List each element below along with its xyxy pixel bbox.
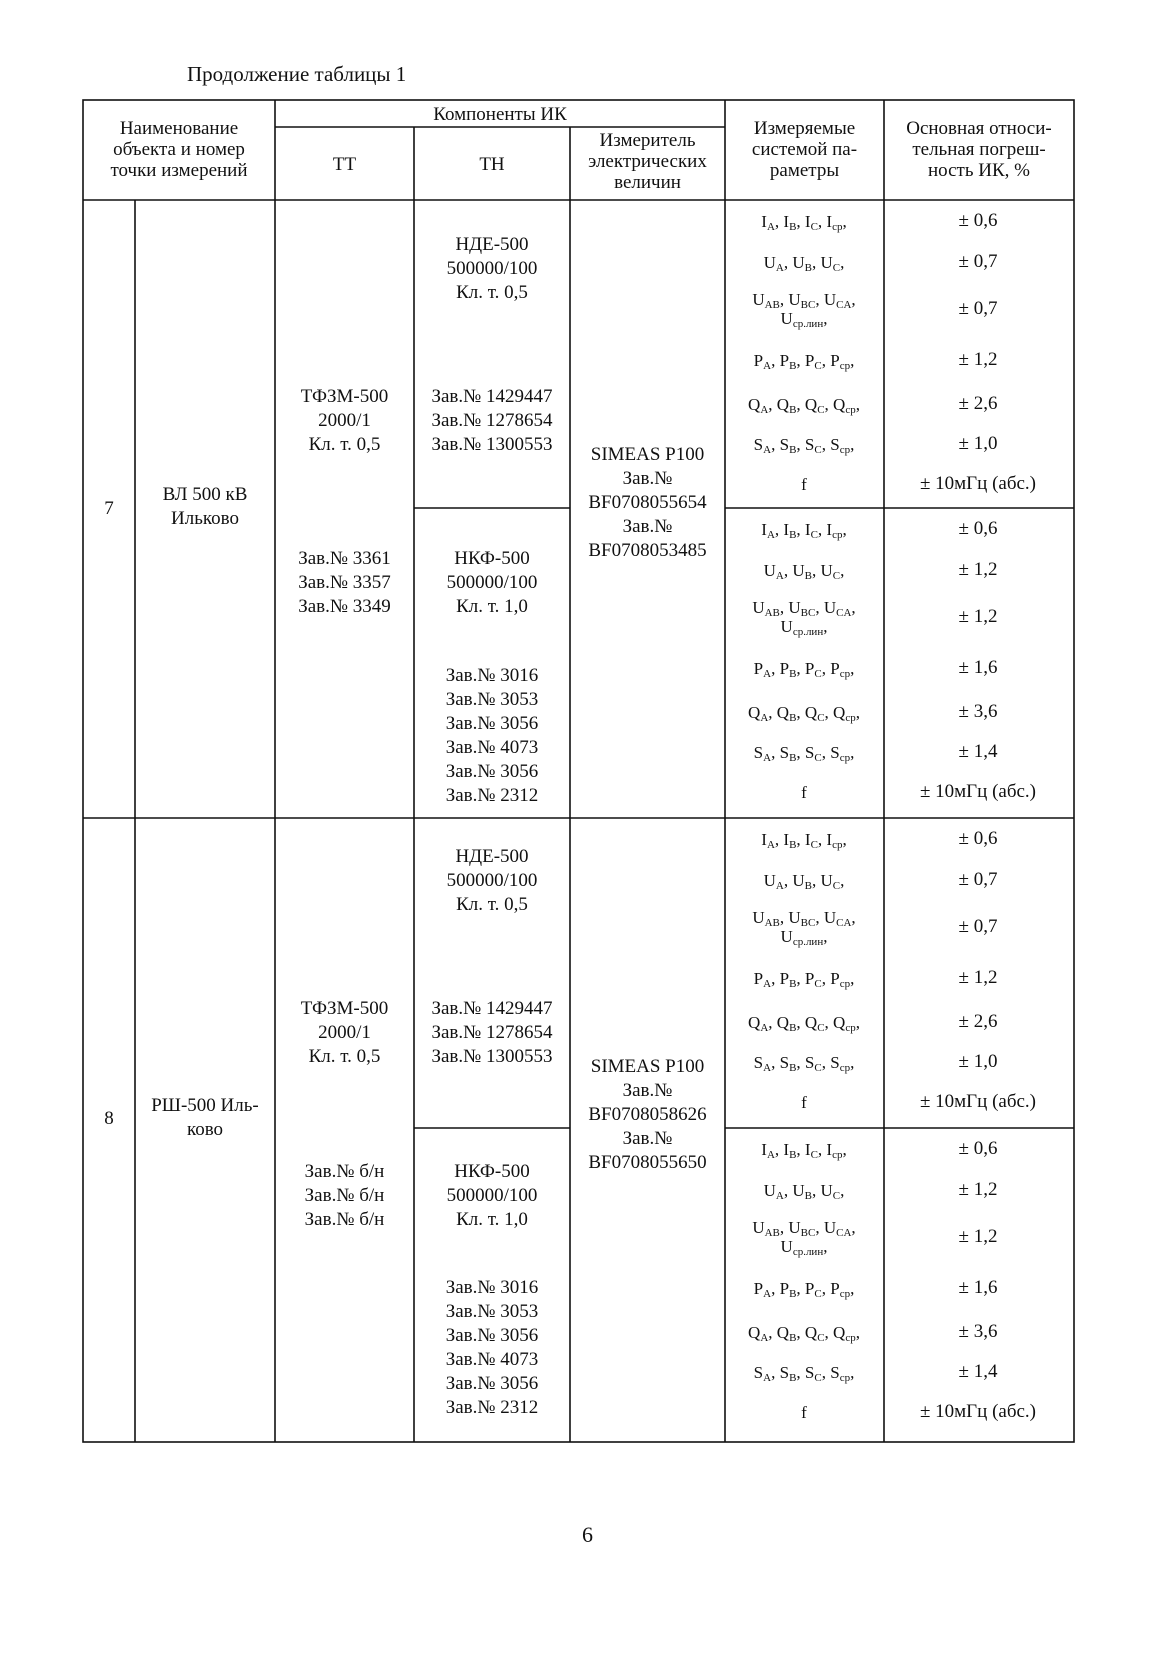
param-cell: $P_A$, $P_B$, $P_C$, $P_{ср}$, [753,350,855,372]
error-cell: ± 1,0 [958,1051,998,1072]
param-cell: $S_A$, $S_B$, $S_C$, $S_{ср}$, [753,742,855,764]
header-object: Наименование объекта и номер точки измерений [110,118,248,181]
param-cell: $S_A$, $S_B$, $S_C$, $S_{ср}$, [753,1362,855,1384]
error-cell: ± 1,2 [958,1179,998,1200]
group-8-tn1-serials: Зав.№ 1429447 Зав.№ 1278654 Зав.№ 1300553 [431,998,553,1067]
param-row [725,200,1073,242]
param-row [725,1128,1073,1170]
param-row [725,424,1073,464]
param-row [725,692,1073,732]
param-cell: $U_{AB}$, $U_{BC}$, $U_{CA}$, $U_{ср.лин}$, [752,1218,856,1258]
param-cell: $U_{AB}$, $U_{BC}$, $U_{CA}$, $U_{ср.лин}$, [752,598,856,638]
error-cell: ± 0,7 [958,869,998,890]
param-cell: $U_{AB}$, $U_{BC}$, $U_{CA}$, $U_{ср.лин}$, [752,290,856,330]
param-cell: f [801,1402,807,1422]
param-row [725,1002,1073,1042]
param-row [725,644,1073,692]
error-cell: ± 1,2 [958,349,998,370]
error-cell: ± 10мГц (абс.) [919,1401,1037,1422]
error-cell: ± 10мГц (абс.) [919,1091,1037,1112]
param-row [725,550,1073,590]
param-cell: $P_A$, $P_B$, $P_C$, $P_{ср}$, [753,968,855,990]
group-8-number: 8 [104,1108,114,1129]
error-cell: ± 2,6 [958,393,998,414]
param-row [725,336,1073,384]
group-8-tt: ТФЗМ-500 2000/1 Кл. т. 0,5 [300,998,389,1067]
param-row [725,900,1073,954]
param-row [725,1042,1073,1082]
error-cell: ± 0,6 [958,828,998,849]
param-row [725,1170,1073,1210]
param-cell: $U_A$, $U_B$, $U_C$, [763,1180,845,1202]
error-cell: ± 1,4 [958,1361,998,1382]
param-cell: $U_{AB}$, $U_{BC}$, $U_{CA}$, $U_{ср.лин}$, [752,908,856,948]
param-row [725,860,1073,900]
group-8-tt-serials: Зав.№ б/н Зав.№ б/н Зав.№ б/н [304,1161,385,1230]
param-row [725,1210,1073,1264]
page-number: 6 [582,1522,593,1547]
error-cell: ± 1,2 [958,559,998,580]
param-row [725,1264,1073,1312]
param-cell: $Q_A$, $Q_B$, $Q_C$, $Q_{ср}$, [748,1322,860,1344]
error-cell: ± 0,7 [958,251,998,272]
param-cell: $U_A$, $U_B$, $U_C$, [763,870,845,892]
param-row [725,772,1073,812]
group-7-number: 7 [104,498,114,519]
param-cell: $I_A$, $I_B$, $I_C$, $I_{ср}$, [761,1139,847,1161]
group-7-tn1: НДЕ-500 500000/100 Кл. т. 0,5 [446,234,538,303]
error-cell: ± 0,6 [958,210,998,231]
error-cell: ± 1,6 [958,657,998,678]
group-8-name: РШ-500 Иль- ково [151,1095,259,1140]
param-cell: f [801,1092,807,1112]
header-error: Основная относи- тельная погреш- ность ИК, % [906,118,1052,181]
error-cell: ± 0,7 [958,916,998,937]
group-7-tt-serials: Зав.№ 3361 Зав.№ 3357 Зав.№ 3349 [298,548,391,617]
param-row [725,954,1073,1002]
error-cell: ± 3,6 [958,701,998,722]
error-cell: ± 1,2 [958,1226,998,1247]
error-cell: ± 10мГц (абс.) [919,473,1037,494]
error-cell: ± 0,6 [958,1138,998,1159]
param-row [725,384,1073,424]
header-meter: Измеритель электрических величин [588,130,707,193]
group-8-meter: SIMEAS P100 Зав.№ BF0708058626 Зав.№ BF0708055650 [588,1056,707,1173]
group-8-tn2-serials: Зав.№ 3016 Зав.№ 3053 Зав.№ 3056 Зав.№ 4073 Зав.№ 3056 Зав.№ 2312 [445,1277,539,1418]
param-cell: $P_A$, $P_B$, $P_C$, $P_{ср}$, [753,1278,855,1300]
table-caption: Продолжение таблицы 1 [187,62,407,86]
error-cell: ± 3,6 [958,1321,998,1342]
error-cell: ± 1,4 [958,741,998,762]
error-cell: ± 1,2 [958,967,998,988]
param-cell: $U_A$, $U_B$, $U_C$, [763,560,845,582]
param-row [725,242,1073,282]
header-params: Измеряемые системой па- раметры [751,118,858,181]
param-cell: $U_A$, $U_B$, $U_C$, [763,252,845,274]
param-row [725,818,1073,860]
header-tn: ТН [479,154,505,175]
group-7-tn2-serials: Зав.№ 3016 Зав.№ 3053 Зав.№ 3056 Зав.№ 4073 Зав.№ 3056 Зав.№ 2312 [445,665,539,806]
param-cell: $P_A$, $P_B$, $P_C$, $P_{ср}$, [753,658,855,680]
header-components: Компоненты ИК [433,104,567,125]
param-cell: $Q_A$, $Q_B$, $Q_C$, $Q_{ср}$, [748,702,860,724]
param-cell: $Q_A$, $Q_B$, $Q_C$, $Q_{ср}$, [748,394,860,416]
param-cell: f [801,782,807,802]
param-row [725,282,1073,336]
group-7-tn1-serials: Зав.№ 1429447 Зав.№ 1278654 Зав.№ 1300553 [431,386,553,455]
param-cell: $S_A$, $S_B$, $S_C$, $S_{ср}$, [753,434,855,456]
error-cell: ± 2,6 [958,1011,998,1032]
group-8-tn1: НДЕ-500 500000/100 Кл. т. 0,5 [446,846,538,915]
error-cell: ± 1,0 [958,433,998,454]
group-7-tt: ТФЗМ-500 2000/1 Кл. т. 0,5 [300,386,389,455]
param-row [725,590,1073,644]
param-row [725,464,1073,504]
param-cell: $S_A$, $S_B$, $S_C$, $S_{ср}$, [753,1052,855,1074]
param-cell: $I_A$, $I_B$, $I_C$, $I_{ср}$, [761,211,847,233]
param-cell: $I_A$, $I_B$, $I_C$, $I_{ср}$, [761,519,847,541]
error-cell: ± 10мГц (абс.) [919,781,1037,802]
group-7-meter: SIMEAS P100 Зав.№ BF0708055654 Зав.№ BF0708053485 [588,444,707,561]
param-row [725,508,1073,550]
param-row [725,1312,1073,1352]
error-cell: ± 0,6 [958,518,998,539]
group-7-tn2: НКФ-500 500000/100 Кл. т. 1,0 [446,548,538,617]
error-cell: ± 1,6 [958,1277,998,1298]
param-cell: $I_A$, $I_B$, $I_C$, $I_{ср}$, [761,829,847,851]
param-row [725,1082,1073,1122]
param-row [725,1352,1073,1392]
group-7-name: ВЛ 500 кВ Ильково [162,484,248,529]
error-cell: ± 0,7 [958,298,998,319]
param-cell: f [801,474,807,494]
group-8-tn2: НКФ-500 500000/100 Кл. т. 1,0 [446,1161,538,1230]
param-row [725,732,1073,772]
param-cell: $Q_A$, $Q_B$, $Q_C$, $Q_{ср}$, [748,1012,860,1034]
param-row [725,1392,1073,1432]
header-tt: ТТ [332,154,357,175]
error-cell: ± 1,2 [958,606,998,627]
